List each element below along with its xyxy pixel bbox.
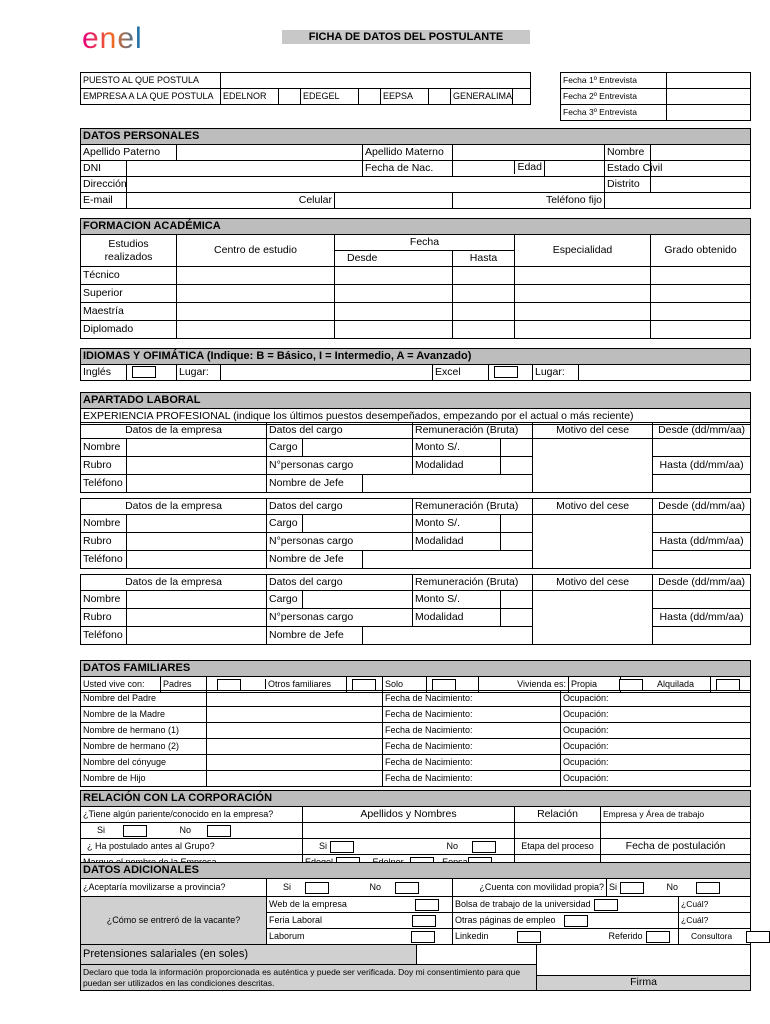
rubro-label: Rubro (81, 609, 127, 627)
personas-label: N°personas cargo (267, 533, 413, 551)
puesto-field[interactable] (221, 73, 531, 89)
empresa-edelnor: EDELNOR (221, 89, 279, 105)
email-label: E-mail (81, 193, 127, 209)
familiar-row (81, 771, 751, 787)
apellido-paterno-label: Apellido Paterno (81, 145, 177, 161)
solo-label: Solo (383, 677, 427, 693)
modalidad-field[interactable] (501, 533, 533, 551)
pariente-answer: Si No (81, 823, 303, 839)
entrevista-1-field[interactable] (667, 73, 751, 89)
experiencia-block (80, 574, 751, 645)
section-title: DATOS FAMILIARES (81, 661, 751, 677)
ocupacion-label: Ocupación: (561, 723, 751, 739)
grado-field[interactable] (651, 303, 751, 321)
postulado-question: ¿ Ha postulado antes al Grupo? (81, 839, 303, 855)
desde-field[interactable] (653, 515, 751, 533)
lugar-label: Lugar: (177, 365, 221, 381)
entrevista-2-label: Fecha 2º Entrevista (561, 89, 667, 105)
datos-cargo-header: Datos del cargo (267, 499, 413, 515)
pretensiones-label: Pretensiones salariales (en soles) (81, 945, 417, 965)
excel-level-field[interactable] (489, 365, 533, 381)
row-label: Diplomado (81, 321, 177, 339)
referido-option: Referido (607, 929, 679, 945)
fecha-nacimiento-label: Fecha de Nacimiento: (383, 771, 561, 787)
familiar-nombre-field[interactable] (207, 771, 383, 787)
familiar-label: Nombre del Padre (81, 691, 207, 707)
familiar-row (81, 707, 751, 723)
distrito-label: Distrito (605, 177, 651, 193)
familiar-row (81, 691, 751, 707)
hasta-field[interactable] (453, 303, 515, 321)
centro-field[interactable] (177, 267, 335, 285)
bolsa-option: Bolsa de trabajo de la universidad (453, 897, 679, 913)
centro-field[interactable] (177, 303, 335, 321)
grado-header: Grado obtenido (651, 235, 751, 267)
hasta-field[interactable] (453, 321, 515, 339)
ingles-level-field[interactable] (127, 365, 177, 381)
telefono-field[interactable] (127, 551, 267, 569)
ocupacion-label: Ocupación: (561, 691, 751, 707)
alquilada-label: Alquilada (657, 679, 695, 689)
row-label: Superior (81, 285, 177, 303)
apellidos-field[interactable] (303, 823, 515, 839)
hasta-field[interactable] (653, 475, 751, 493)
lugar-ingles-field[interactable] (221, 365, 433, 381)
section-subtitle: EXPERIENCIA PROFESIONAL (indique los últimos puestos desempeñados, empezando por el actual o más reciente) (81, 409, 751, 425)
telefono-fijo-field[interactable] (605, 193, 751, 209)
otras-checkbox[interactable] (564, 915, 588, 927)
consultora-checkbox[interactable] (746, 931, 770, 943)
web-option: Web de la empresa (267, 897, 453, 913)
otras-cual: ¿Cuál? (679, 913, 751, 929)
desde-field[interactable] (335, 303, 453, 321)
generalima-checkbox[interactable] (513, 89, 531, 105)
estado-civil-field[interactable] (651, 161, 751, 177)
datos-empresa-header: Datos de la empresa (81, 423, 267, 439)
propia-checkbox[interactable] (619, 679, 643, 691)
alquilada-checkbox[interactable] (716, 679, 740, 691)
ingles-box[interactable] (132, 366, 156, 378)
especialidad-field[interactable] (515, 321, 651, 339)
nombre-label: Nombre (81, 515, 127, 533)
datos-cargo-header: Datos del cargo (267, 575, 413, 591)
movilidad-no-checkbox[interactable] (696, 882, 720, 894)
entrevistas-table (560, 72, 751, 121)
telefono-label: Teléfono (81, 627, 127, 645)
personas-label: N°personas cargo (267, 457, 413, 475)
estado-civil-label: Estado Civil (605, 161, 651, 177)
feria-checkbox[interactable] (412, 915, 436, 927)
corporacion-table (80, 790, 751, 871)
cargo-label: Cargo (267, 515, 303, 533)
familiares-rows (80, 690, 751, 787)
laborum-option: Laborum (267, 929, 453, 945)
desde-field[interactable] (653, 591, 751, 609)
movilidad-si-checkbox[interactable] (620, 882, 644, 894)
padres-checkbox[interactable] (217, 679, 241, 691)
solo-checkbox[interactable] (432, 679, 456, 691)
movilizarse-question: ¿Aceptaría movilizarse a provincia? (81, 879, 267, 897)
empresa-edegel: EDEGEL (301, 89, 359, 105)
empresa-generalima: GENERALIMA (451, 89, 513, 105)
puesto-table (80, 72, 531, 105)
familiar-nombre-field[interactable] (207, 691, 383, 707)
telefono-label: Teléfono (81, 475, 127, 493)
entrevista-3-label: Fecha 3º Entrevista (561, 105, 667, 121)
otros-checkbox[interactable] (352, 679, 376, 691)
especialidad-header: Especialidad (515, 235, 651, 267)
fecha-header: Fecha (335, 235, 515, 251)
pariente-no-checkbox[interactable] (207, 825, 231, 837)
familiar-nombre-field[interactable] (207, 739, 383, 755)
firma-field[interactable] (537, 945, 751, 991)
jefe-label: Nombre de Jefe (267, 627, 363, 645)
edad-label: Edad (514, 161, 542, 174)
telefono-label: Teléfono (81, 551, 127, 569)
modalidad-field[interactable] (501, 609, 533, 627)
jefe-field[interactable] (363, 475, 533, 493)
empresa-area-header: Empresa y Área de trabajo (601, 807, 751, 823)
web-checkbox[interactable] (415, 899, 439, 911)
jefe-field[interactable] (363, 627, 533, 645)
section-title: IDIOMAS Y OFIMÁTICA (Indique: B = Básico, I = Intermedio, A = Avanzado) (81, 349, 751, 365)
bolsa-cual: ¿Cuál? (679, 897, 751, 913)
familiar-row (81, 723, 751, 739)
desde-header: Desde (335, 251, 453, 267)
section-title: APARTADO LABORAL (81, 393, 751, 409)
nombre-label: Nombre (605, 145, 651, 161)
fecha-nacimiento-label: Fecha de Nacimiento: (383, 723, 561, 739)
section-title: DATOS ADICIONALES (81, 863, 751, 879)
centro-field[interactable] (177, 285, 335, 303)
idiomas-table (80, 348, 751, 381)
datos-empresa-header: Datos de la empresa (81, 575, 267, 591)
datos-cargo-header: Datos del cargo (267, 423, 413, 439)
desde-field[interactable] (653, 439, 751, 457)
adicionales-table (80, 862, 751, 991)
motivo-field[interactable] (533, 515, 653, 569)
motivo-header: Motivo del cese (533, 499, 653, 515)
otros-label: Otros familiares (265, 679, 331, 689)
row-label: Maestría (81, 303, 177, 321)
apellido-materno-field[interactable] (453, 145, 605, 161)
nombre-field[interactable] (127, 591, 267, 609)
apellido-paterno-field[interactable] (177, 145, 363, 161)
monto-field[interactable] (501, 591, 533, 609)
lugar-label: Lugar: (533, 365, 579, 381)
pariente-question: ¿Tiene algún pariente/conocido en la empresa? (81, 807, 303, 823)
familiar-row (81, 739, 751, 755)
desde-field[interactable] (335, 321, 453, 339)
vivienda-label: Vivienda es: (479, 677, 569, 693)
fecha-nacimiento-label: Fecha de Nacimiento: (383, 739, 561, 755)
remuneracion-header: Remuneración (Bruta) (413, 423, 533, 439)
hasta-field[interactable] (453, 285, 515, 303)
motivo-header: Motivo del cese (533, 423, 653, 439)
empresa-label: EMPRESA A LA QUE POSTULA (81, 89, 221, 105)
fecha-nacimiento-label: Fecha de Nacimiento: (383, 691, 561, 707)
monto-label: Monto S/. (413, 439, 501, 457)
familiar-row (81, 755, 751, 771)
hasta-header: Hasta (dd/mm/aa) (653, 457, 751, 475)
movilidad-answer: Si No (607, 879, 751, 897)
desde-field[interactable] (335, 285, 453, 303)
formacion-table (80, 218, 751, 339)
desde-header: Desde (dd/mm/aa) (653, 423, 751, 439)
centro-field[interactable] (177, 321, 335, 339)
telefono-fijo-label: Teléfono fijo (453, 193, 605, 209)
row-label: Técnico (81, 267, 177, 285)
celular-field[interactable] (335, 193, 453, 209)
monto-field[interactable] (501, 439, 533, 457)
fecha-nac-label: Fecha de Nac. (363, 161, 453, 177)
cargo-label: Cargo (267, 439, 303, 457)
relacion-header: Relación (515, 807, 601, 823)
rubro-field[interactable] (127, 533, 267, 551)
familiares-table (80, 660, 751, 693)
puesto-label: PUESTO AL QUE POSTULA (81, 73, 221, 89)
monto-label: Monto S/. (413, 591, 501, 609)
hasta-field[interactable] (653, 627, 751, 645)
feria-option: Feria Laboral (267, 913, 453, 929)
section-title: DATOS PERSONALES (81, 129, 751, 145)
modalidad-field[interactable] (501, 457, 533, 475)
postulado-no-checkbox[interactable] (472, 841, 496, 853)
movilizarse-si-checkbox[interactable] (305, 882, 329, 894)
apellido-materno-label: Apellido Materno (363, 145, 453, 161)
excel-label: Excel (433, 365, 489, 381)
ocupacion-label: Ocupación: (561, 739, 751, 755)
especialidad-field[interactable] (515, 303, 651, 321)
referido-checkbox[interactable] (646, 931, 670, 943)
postulado-answer: Si No (303, 839, 515, 855)
page-title: FICHA DE DATOS DEL POSTULANTE (282, 30, 530, 44)
dni-label: DNI (81, 161, 127, 177)
padres-label: Padres (161, 677, 207, 693)
jefe-label: Nombre de Jefe (267, 475, 363, 493)
grado-field[interactable] (651, 267, 751, 285)
otras-option: Otras páginas de empleo (453, 913, 679, 929)
rubro-field[interactable] (127, 609, 267, 627)
familiar-label: Nombre del cónyuge (81, 755, 207, 771)
familiar-label: Nombre de la Madre (81, 707, 207, 723)
motivo-field[interactable] (533, 439, 653, 493)
grado-field[interactable] (651, 285, 751, 303)
familiar-nombre-field[interactable] (207, 707, 383, 723)
dni-field[interactable] (127, 161, 363, 177)
experiencia-block (80, 422, 751, 493)
eepsa-checkbox[interactable] (429, 89, 451, 105)
experiencia-block (80, 498, 751, 569)
ocupacion-label: Ocupación: (561, 755, 751, 771)
entrevista-2-field[interactable] (667, 89, 751, 105)
jefe-label: Nombre de Jefe (267, 551, 363, 569)
linkedin-option: Linkedin (453, 929, 607, 945)
section-title: FORMACION ACADÉMICA (81, 219, 751, 235)
ingles-label: Inglés (81, 365, 127, 381)
telefono-field[interactable] (127, 475, 267, 493)
cargo-field[interactable] (303, 439, 413, 457)
distrito-field[interactable] (651, 177, 751, 193)
propia-label: Propia (569, 677, 621, 693)
especialidad-field[interactable] (515, 285, 651, 303)
ocupacion-label: Ocupación: (561, 771, 751, 787)
modalidad-label: Modalidad (413, 609, 501, 627)
firma-label: Firma (537, 975, 750, 990)
familiar-nombre-field[interactable] (207, 755, 383, 771)
laboral-table (80, 392, 751, 425)
direccion-field[interactable] (127, 177, 605, 193)
fecha-nac-field[interactable] (453, 161, 545, 177)
hasta-header: Hasta (453, 251, 515, 267)
empresa-eepsa: EEPSA (381, 89, 429, 105)
hasta-field[interactable] (653, 551, 751, 569)
rubro-label: Rubro (81, 457, 127, 475)
remuneracion-header: Remuneración (Bruta) (413, 575, 533, 591)
monto-label: Monto S/. (413, 515, 501, 533)
familiar-label: Nombre de Hijo (81, 771, 207, 787)
ocupacion-label: Ocupación: (561, 707, 751, 723)
entrevista-1-label: Fecha 1º Entrevista (561, 73, 667, 89)
vive-label: Usted vive con: (81, 677, 161, 693)
etapa-header: Etapa del proceso (515, 839, 601, 855)
desde-header: Desde (dd/mm/aa) (653, 499, 751, 515)
edad-field[interactable] (545, 161, 605, 177)
declaracion-text: Declaro que toda la información proporcionada es auténtica y puede ser verificada. Doy mi consentimiento para que puedan ser utilizados en las condiciones descritas. (81, 965, 537, 991)
monto-field[interactable] (501, 515, 533, 533)
desde-header: Desde (dd/mm/aa) (653, 575, 751, 591)
empresa-area-field[interactable] (601, 823, 751, 839)
modalidad-label: Modalidad (413, 533, 501, 551)
pariente-si-checkbox[interactable] (123, 825, 147, 837)
movilizarse-no-checkbox[interactable] (395, 882, 419, 894)
especialidad-field[interactable] (515, 267, 651, 285)
motivo-header: Motivo del cese (533, 575, 653, 591)
apellidos-header: Apellidos y Nombres (303, 807, 515, 823)
enel-logo: enel (82, 22, 143, 55)
modalidad-label: Modalidad (413, 457, 501, 475)
datos-personales-table (80, 128, 751, 209)
fecha-nacimiento-label: Fecha de Nacimiento: (383, 707, 561, 723)
consultora-option: Consultora (679, 929, 751, 945)
hasta-field[interactable] (453, 267, 515, 285)
laborum-checkbox[interactable] (411, 931, 435, 943)
centro-header: Centro de estudio (177, 235, 335, 267)
grado-field[interactable] (651, 321, 751, 339)
jefe-field[interactable] (363, 551, 533, 569)
nombre-label: Nombre (81, 439, 127, 457)
familiar-nombre-field[interactable] (207, 723, 383, 739)
movilidad-question: ¿Cuenta con movilidad propia? (453, 879, 607, 897)
nombre-field[interactable] (127, 515, 267, 533)
fecha-post-header: Fecha de postulación (601, 839, 751, 855)
familiar-label: Nombre de hermano (2) (81, 739, 207, 755)
cargo-field[interactable] (303, 591, 413, 609)
fecha-nacimiento-label: Fecha de Nacimiento: (383, 755, 561, 771)
bolsa-checkbox[interactable] (594, 899, 618, 911)
entrevista-3-field[interactable] (667, 105, 751, 121)
pretensiones-field[interactable] (417, 945, 537, 965)
vacante-question: ¿Cómo se entreró de la vacante? (81, 897, 267, 945)
relacion-field[interactable] (515, 823, 601, 839)
telefono-field[interactable] (127, 627, 267, 645)
excel-box[interactable] (494, 366, 518, 378)
rubro-field[interactable] (127, 457, 267, 475)
email-field[interactable] (127, 193, 335, 209)
edelnor-checkbox[interactable] (279, 89, 301, 105)
remuneracion-header: Remuneración (Bruta) (413, 499, 533, 515)
hasta-header: Hasta (dd/mm/aa) (653, 533, 751, 551)
desde-field[interactable] (335, 267, 453, 285)
personas-label: N°personas cargo (267, 609, 413, 627)
postulado-si-checkbox[interactable] (330, 841, 354, 853)
motivo-field[interactable] (533, 591, 653, 645)
nombre-field[interactable] (651, 145, 751, 161)
cargo-label: Cargo (267, 591, 303, 609)
estudios-header: Estudios realizados (81, 235, 177, 267)
hasta-header: Hasta (dd/mm/aa) (653, 609, 751, 627)
nombre-label: Nombre (81, 591, 127, 609)
celular-label: Celular (298, 194, 332, 206)
section-title: RELACIÓN CON LA CORPORACIÓN (81, 791, 751, 807)
familiar-label: Nombre de hermano (1) (81, 723, 207, 739)
direccion-label: Dirección (81, 177, 127, 193)
nombre-field[interactable] (127, 439, 267, 457)
cargo-field[interactable] (303, 515, 413, 533)
edegel-checkbox[interactable] (359, 89, 381, 105)
rubro-label: Rubro (81, 533, 127, 551)
movilizarse-answer: Si No (267, 879, 453, 897)
lugar-excel-field[interactable] (579, 365, 751, 381)
linkedin-checkbox[interactable] (517, 931, 541, 943)
datos-empresa-header: Datos de la empresa (81, 499, 267, 515)
